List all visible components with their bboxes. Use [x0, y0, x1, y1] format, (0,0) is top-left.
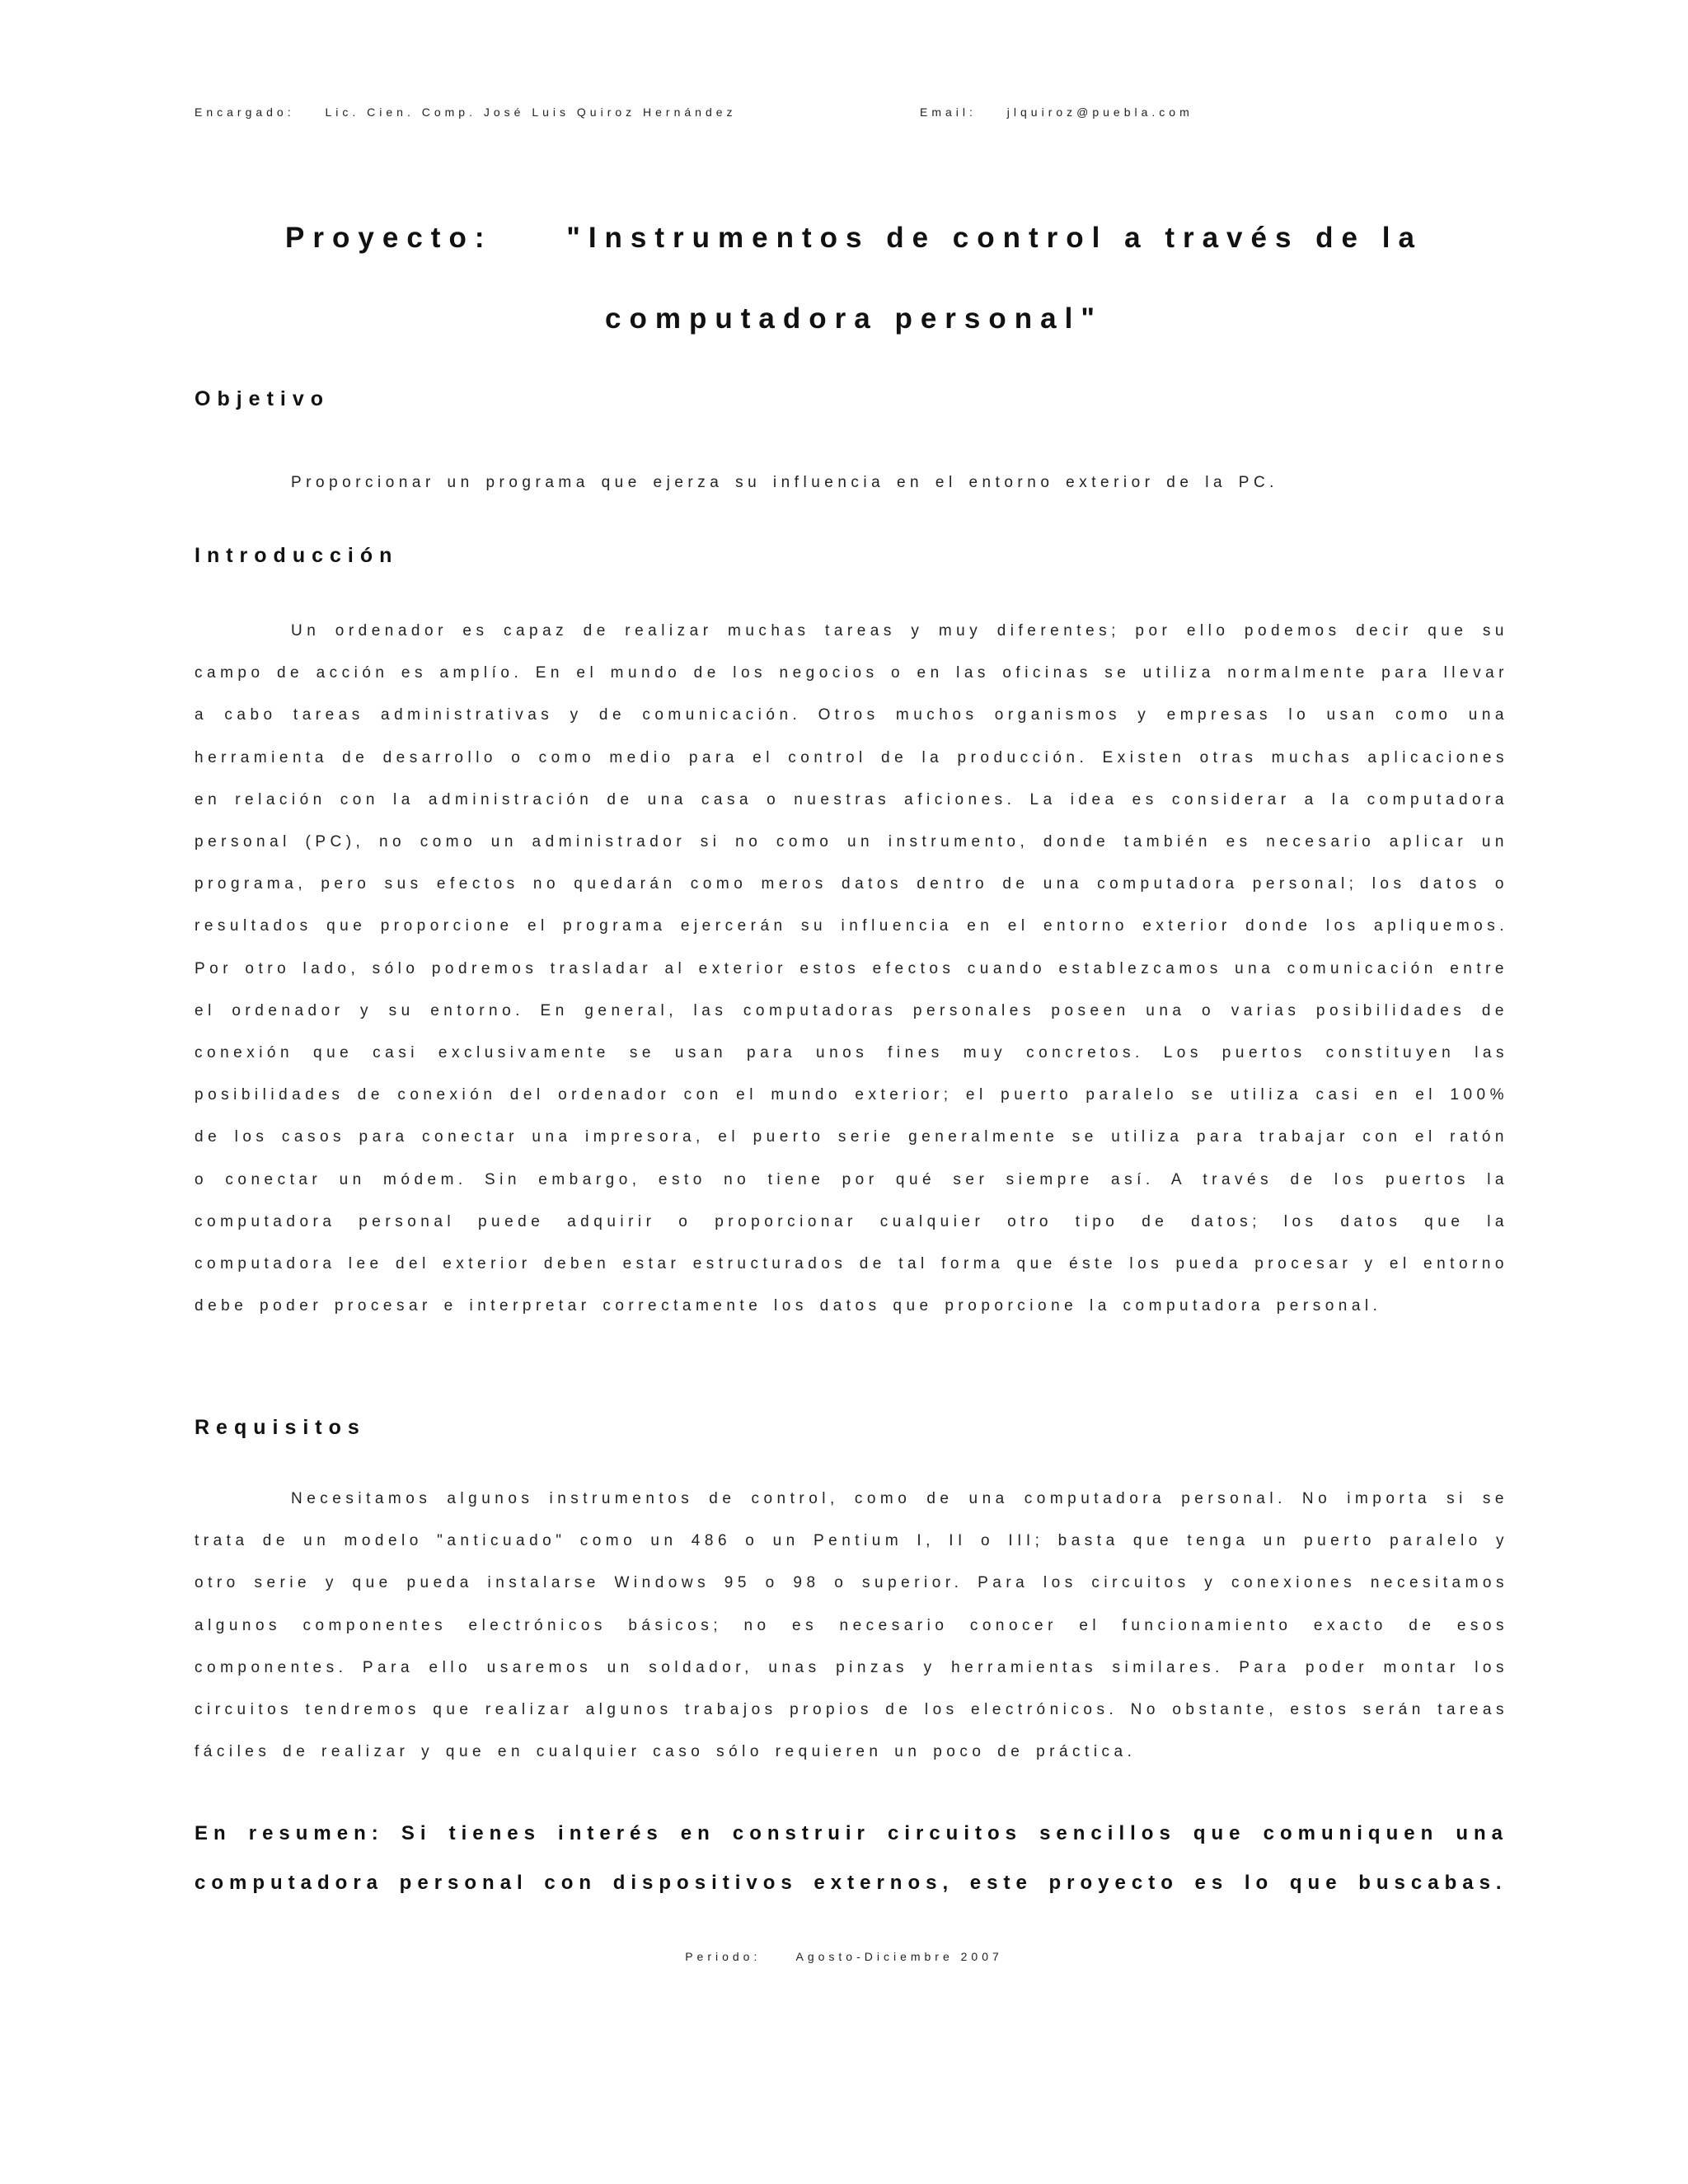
objetivo-paragraph: Proporcionar un programa que ejerza su influencia en el entorno exterior de la PC. — [291, 474, 1278, 491]
title-text: "Instrumentos de control a través de la computadora personal" — [566, 222, 1423, 335]
introduccion-paragraph: Un ordenador es capaz de realizar muchas tareas y muy diferentes; por ello podemos decir que su campo de acción es amplío. En el mundo de los negocios o en las oficinas se utiliza normalmente para llevar a cabo tareas administrativas y de comunicación. Otros muchos organismos y empresas lo usan como una herramienta de desarrollo o como medio para el control de la producción. Existen otras muchas aplicaciones en relación con la administración de una casa o nuestras aficiones. La idea es considerar a la computadora personal (PC), no como un administrador si no como un instrumento, donde también es necesario aplicar un programa, pero sus efectos no quedarán como meros datos dentro de una computadora personal; los datos o resultados que proporcione el programa ejercerán su influencia en el entorno exterior donde los apliquemos. Por otro lado, sólo podremos trasladar al exterior estos efectos cuando establezcamos una comunicación entre el ordenador y su entorno. En general, las computadoras personales poseen una o varias posibilidades de conexión que casi exclusivamente se usan para unos fines muy concretos. Los puertos constituyen las posibilidades de conexión del ordenador con el mundo exterior; el puerto paralelo se utiliza casi en el 100% de los casos para conectar una impresora, el puerto serie generalmente se utiliza para trabajar con el ratón o conectar un módem. Sin embargo, esto no tiene por qué ser siempre así. A través de los puertos la computadora personal puede adquirir o proporcionar cualquier otro tipo de datos; los datos que la computadora lee del exterior deben estar estructurados de tal forma que éste los pueda procesar y el entorno debe poder procesar e interpretar correctamente los datos que proporcione la computadora personal. — [195, 622, 1508, 1315]
requisitos-heading: Requisitos — [195, 1416, 366, 1439]
summary-paragraph: En resumen: Si tienes interés en construir circuitos sencillos que comuniquen una computadora personal con dispositivos externos, este proyecto es lo que buscabas. — [195, 1822, 1508, 1894]
email-block — [920, 105, 1193, 119]
requisitos-paragraph: Necesitamos algunos instrumentos de control, como de una computadora personal. No importa si se trata de un modelo "anticuado" como un 486 o un Pentium I, II o III; basta que tenga un puerto paralelo y otro serie y que pueda instalarse Windows 95 o 98 o superior. Para los circuitos y conexiones necesitamos algunos componentes electrónicos básicos; no es necesario conocer el funcionamiento exacto de esos componentes. Para ello usaremos un soldador, unas pinzas y herramientas similares. Para poder montar los circuitos tendremos que realizar algunos trabajos propios de los electrónicos. No obstante, estos serán tareas fáciles de realizar y que en cualquier caso sólo requieren un poco de práctica. — [195, 1490, 1508, 1761]
title-prefix: Proyecto: — [285, 222, 493, 254]
introduccion-heading: Introducción — [195, 544, 399, 567]
email-label: Email: — [920, 105, 977, 119]
manager-label: Encargado: — [195, 105, 295, 119]
period-value: Agosto-Diciembre 2007 — [795, 1950, 1003, 1963]
document-footer — [0, 1950, 1688, 1963]
manager-name: Lic. Cien. Comp. José Luis Quiroz Hernández — [325, 105, 737, 119]
period-label: Periodo: — [685, 1950, 762, 1963]
document-title — [195, 198, 1513, 359]
email-value: jlquiroz@puebla.com — [1006, 105, 1193, 119]
objetivo-heading: Objetivo — [195, 387, 331, 410]
document-header — [195, 105, 1193, 119]
